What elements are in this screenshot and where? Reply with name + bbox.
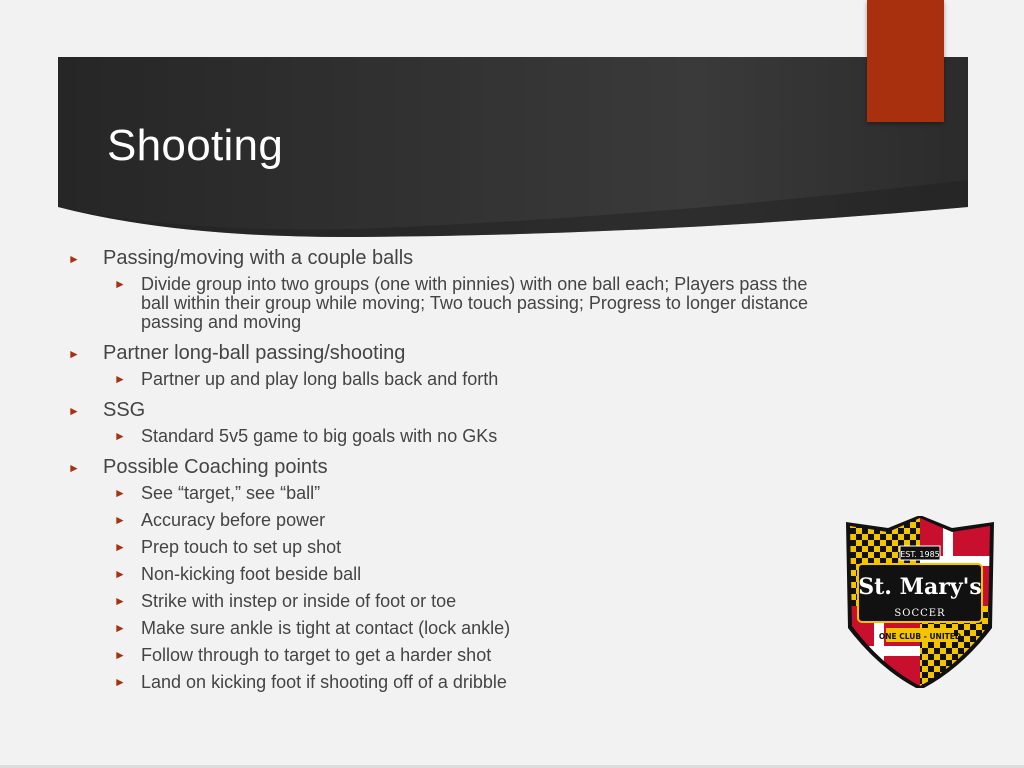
logo-motto-text: ONE CLUB - UNITED (878, 632, 962, 641)
triangle-bullet-icon: ► (114, 513, 126, 527)
triangle-bullet-icon: ► (68, 347, 80, 361)
sub-bullet-text: Standard 5v5 game to big goals with no GKs (141, 426, 498, 446)
bullet-text: Passing/moving with a couple balls (103, 247, 414, 269)
triangle-bullet-icon: ► (114, 594, 126, 608)
logo-est-text: EST. 1985 (900, 550, 940, 559)
sub-bullet-text: See “target,” see “ball” (141, 483, 321, 503)
accent-tab (867, 0, 944, 122)
triangle-bullet-icon: ► (114, 277, 126, 291)
sub-bullet-item (66, 565, 826, 584)
sub-bullet-item (66, 538, 826, 557)
triangle-bullet-icon: ► (114, 486, 126, 500)
triangle-bullet-icon: ► (114, 675, 126, 689)
bullet-item (66, 455, 826, 480)
sub-bullet-text: Non-kicking foot beside ball (141, 564, 362, 584)
sub-bullet-text: Divide group into two groups (one with pinnies) with one ball each; Players pass the ball within their group while moving; Two touch passing; Progress to longer distance passing and moving (141, 274, 809, 332)
sub-bullet-text: Partner up and play long balls back and forth (141, 369, 499, 389)
bullet-text: Partner long-ball passing/shooting (103, 342, 406, 364)
triangle-bullet-icon: ► (68, 461, 80, 475)
sub-bullet-item (66, 275, 826, 332)
st-marys-soccer-logo (838, 516, 1002, 688)
bullet-list (66, 243, 826, 700)
sub-bullet-item (66, 427, 826, 446)
bullet-item (66, 398, 826, 423)
triangle-bullet-icon: ► (114, 540, 126, 554)
sub-bullet-text: Strike with instep or inside of foot or toe (141, 591, 457, 611)
bullet-text: SSG (103, 399, 146, 421)
sub-bullet-text: Prep touch to set up shot (141, 537, 342, 557)
bullet-text: Possible Coaching points (103, 456, 328, 478)
sub-bullet-item (66, 646, 826, 665)
logo-soccer-text: SOCCER (894, 608, 946, 619)
triangle-bullet-icon: ► (114, 372, 126, 386)
sub-bullet-item (66, 619, 826, 638)
bullet-item (66, 246, 826, 271)
sub-bullet-item (66, 673, 826, 692)
sub-bullet-text: Follow through to target to get a harder shot (141, 645, 492, 665)
triangle-bullet-icon: ► (68, 404, 80, 418)
sub-bullet-text: Accuracy before power (141, 510, 326, 530)
triangle-bullet-icon: ► (68, 252, 80, 266)
triangle-bullet-icon: ► (114, 648, 126, 662)
sub-bullet-text: Land on kicking foot if shooting off of a dribble (141, 672, 507, 692)
sub-bullet-item (66, 370, 826, 389)
bullet-item (66, 341, 826, 366)
sub-bullet-item (66, 511, 826, 530)
sub-bullet-text: Make sure ankle is tight at contact (lock ankle) (141, 618, 511, 638)
sub-bullet-item (66, 592, 826, 611)
triangle-bullet-icon: ► (114, 429, 126, 443)
slide-title: Shooting (107, 121, 284, 170)
sub-bullet-item (66, 484, 826, 503)
triangle-bullet-icon: ► (114, 621, 126, 635)
triangle-bullet-icon: ► (114, 567, 126, 581)
logo-name-text: St. Mary's (858, 574, 982, 600)
